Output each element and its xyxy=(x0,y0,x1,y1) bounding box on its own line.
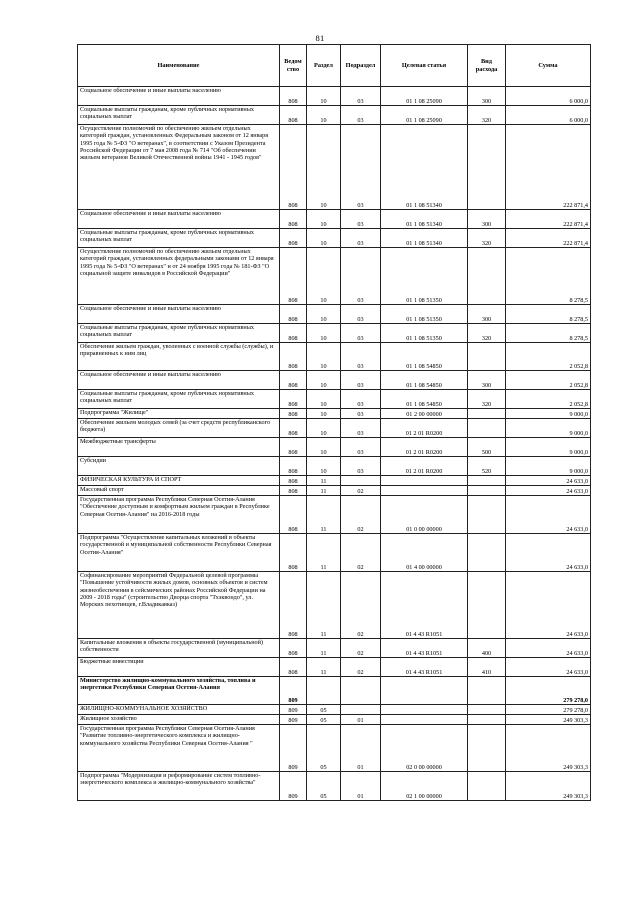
cell-sum: 222 871,4 xyxy=(506,125,591,210)
cell-razdel: 10 xyxy=(307,125,341,210)
table-row xyxy=(78,725,591,772)
cell-tsel: 01 2 01 R0200 xyxy=(381,438,468,457)
table-row xyxy=(78,715,591,725)
header-ved: Ведом ство xyxy=(280,45,307,87)
cell-ved: 808 xyxy=(280,639,307,658)
cell-vid: 320 xyxy=(468,390,506,409)
cell-podrazdel: 03 xyxy=(341,409,381,419)
cell-sum: 249 303,3 xyxy=(506,715,591,725)
cell-vid xyxy=(468,486,506,496)
cell-vid xyxy=(468,343,506,371)
cell-vid xyxy=(468,409,506,419)
table-row xyxy=(78,705,591,715)
cell-tsel: 01 1 08 54850 xyxy=(381,343,468,371)
cell-razdel: 10 xyxy=(307,87,341,106)
cell-podrazdel: 02 xyxy=(341,658,381,677)
cell-podrazdel: 03 xyxy=(341,324,381,343)
cell-ved: 808 xyxy=(280,343,307,371)
cell-name: Социальное обеспечение и иные выплаты населению xyxy=(78,87,280,106)
cell-razdel: 05 xyxy=(307,772,341,801)
cell-tsel: 01 4 00 00000 xyxy=(381,534,468,572)
cell-ved: 808 xyxy=(280,87,307,106)
cell-sum: 24 633,0 xyxy=(506,496,591,534)
cell-sum: 9 000,0 xyxy=(506,419,591,438)
cell-sum: 249 303,3 xyxy=(506,725,591,772)
cell-podrazdel: 03 xyxy=(341,305,381,324)
cell-vid: 320 xyxy=(468,229,506,248)
cell-ved: 808 xyxy=(280,324,307,343)
cell-name: Социальное обеспечение и иные выплаты населению xyxy=(78,371,280,390)
cell-ved: 808 xyxy=(280,534,307,572)
table-row xyxy=(78,496,591,534)
cell-tsel: 01 1 08 54850 xyxy=(381,390,468,409)
table-row xyxy=(78,457,591,476)
cell-tsel: 01 1 08 25090 xyxy=(381,87,468,106)
cell-vid xyxy=(468,476,506,486)
cell-podrazdel: 03 xyxy=(341,419,381,438)
cell-sum: 279 278,0 xyxy=(506,705,591,715)
cell-ved: 808 xyxy=(280,371,307,390)
header-name: Наименование xyxy=(78,45,280,87)
cell-tsel: 01 1 08 51340 xyxy=(381,125,468,210)
cell-name: Социальное обеспечение и иные выплаты населению xyxy=(78,305,280,324)
cell-razdel: 10 xyxy=(307,324,341,343)
table-row xyxy=(78,534,591,572)
cell-razdel xyxy=(307,677,341,705)
cell-podrazdel: 02 xyxy=(341,486,381,496)
header-vid: Вид расхода xyxy=(468,45,506,87)
cell-tsel: 01 1 08 51350 xyxy=(381,324,468,343)
cell-razdel: 11 xyxy=(307,534,341,572)
cell-ved: 808 xyxy=(280,438,307,457)
cell-podrazdel: 03 xyxy=(341,248,381,305)
cell-ved: 808 xyxy=(280,409,307,419)
cell-name: Подпрограмма "Жилище" xyxy=(78,409,280,419)
cell-tsel: 01 0 00 00000 xyxy=(381,496,468,534)
cell-name: Бюджетные инвестиции xyxy=(78,658,280,677)
cell-sum: 279 278,0 xyxy=(506,677,591,705)
cell-ved: 808 xyxy=(280,305,307,324)
cell-razdel: 11 xyxy=(307,496,341,534)
cell-sum: 2 052,8 xyxy=(506,371,591,390)
table-row xyxy=(78,125,591,210)
cell-vid xyxy=(468,248,506,305)
cell-razdel: 10 xyxy=(307,229,341,248)
cell-vid: 300 xyxy=(468,87,506,106)
cell-razdel: 10 xyxy=(307,457,341,476)
table-row xyxy=(78,419,591,438)
cell-sum: 24 633,0 xyxy=(506,658,591,677)
cell-podrazdel: 03 xyxy=(341,343,381,371)
cell-sum: 2 052,8 xyxy=(506,343,591,371)
page-number: 81 xyxy=(315,33,325,43)
cell-tsel: 01 1 08 51340 xyxy=(381,210,468,229)
cell-sum: 9 000,0 xyxy=(506,438,591,457)
cell-tsel: 02 1 00 00000 xyxy=(381,772,468,801)
cell-razdel: 10 xyxy=(307,210,341,229)
cell-podrazdel: 02 xyxy=(341,572,381,639)
cell-sum: 222 871,4 xyxy=(506,210,591,229)
cell-podrazdel: 01 xyxy=(341,772,381,801)
cell-podrazdel: 02 xyxy=(341,639,381,658)
cell-ved: 808 xyxy=(280,457,307,476)
cell-name: ФИЗИЧЕСКАЯ КУЛЬТУРА И СПОРТ xyxy=(78,476,280,486)
cell-vid xyxy=(468,725,506,772)
cell-tsel: 01 1 08 54850 xyxy=(381,371,468,390)
cell-name: ЖИЛИЩНО-КОММУНАЛЬНОЕ ХОЗЯЙСТВО xyxy=(78,705,280,715)
cell-sum: 24 633,0 xyxy=(506,639,591,658)
cell-ved: 808 xyxy=(280,390,307,409)
cell-name: Подпрограмма "Осуществление капитальных вложений в объекты государственной и муниципальной собственности Республики Северная Осетия-Алания" xyxy=(78,534,280,572)
cell-name: Социальные выплаты гражданам, кроме публичных нормативных социальных выплат xyxy=(78,390,280,409)
table-row xyxy=(78,106,591,125)
cell-name: Социальное обеспечение и иные выплаты населению xyxy=(78,210,280,229)
cell-ved: 808 xyxy=(280,229,307,248)
cell-ved: 808 xyxy=(280,476,307,486)
cell-name: Субсидии xyxy=(78,457,280,476)
cell-tsel xyxy=(381,705,468,715)
cell-vid: 410 xyxy=(468,658,506,677)
header-razdel: Раздел xyxy=(307,45,341,87)
cell-sum: 8 278,5 xyxy=(506,324,591,343)
cell-sum: 249 303,3 xyxy=(506,772,591,801)
cell-vid xyxy=(468,677,506,705)
cell-ved: 809 xyxy=(280,705,307,715)
table-row xyxy=(78,772,591,801)
cell-name: Обеспечение жильем граждан, уволенных с военной службы (службы), и приравненных к ним лиц xyxy=(78,343,280,371)
table-row xyxy=(78,486,591,496)
header-tsel: Целевая статья xyxy=(381,45,468,87)
cell-ved: 808 xyxy=(280,419,307,438)
table-row xyxy=(78,371,591,390)
cell-podrazdel: 03 xyxy=(341,87,381,106)
cell-razdel: 05 xyxy=(307,705,341,715)
cell-tsel xyxy=(381,677,468,705)
cell-tsel: 01 2 00 00000 xyxy=(381,409,468,419)
cell-ved: 808 xyxy=(280,210,307,229)
cell-tsel: 01 4 43 R1051 xyxy=(381,639,468,658)
table-row xyxy=(78,248,591,305)
table-header-row xyxy=(78,45,591,87)
table-row xyxy=(78,324,591,343)
table-row xyxy=(78,305,591,324)
cell-podrazdel: 01 xyxy=(341,725,381,772)
table-row xyxy=(78,210,591,229)
cell-sum: 8 278,5 xyxy=(506,305,591,324)
cell-podrazdel: 02 xyxy=(341,496,381,534)
cell-name: Массовый спорт xyxy=(78,486,280,496)
cell-ved: 809 xyxy=(280,715,307,725)
cell-podrazdel: 03 xyxy=(341,210,381,229)
cell-razdel: 05 xyxy=(307,715,341,725)
cell-razdel: 05 xyxy=(307,725,341,772)
cell-vid xyxy=(468,496,506,534)
cell-vid xyxy=(468,419,506,438)
cell-sum: 24 633,0 xyxy=(506,476,591,486)
cell-razdel: 10 xyxy=(307,390,341,409)
cell-podrazdel: 03 xyxy=(341,125,381,210)
header-podrazdel: Подраздел xyxy=(341,45,381,87)
cell-tsel xyxy=(381,476,468,486)
cell-name: Социальные выплаты гражданам, кроме публичных нормативных социальных выплат xyxy=(78,106,280,125)
table-row xyxy=(78,229,591,248)
cell-razdel: 10 xyxy=(307,305,341,324)
cell-razdel: 10 xyxy=(307,343,341,371)
cell-name: Межбюджетные трансферты xyxy=(78,438,280,457)
cell-podrazdel xyxy=(341,705,381,715)
cell-ved: 809 xyxy=(280,725,307,772)
cell-sum: 9 000,0 xyxy=(506,457,591,476)
table-row xyxy=(78,409,591,419)
cell-name: Софинансирование мероприятий Федеральной целевой программы "Повышение устойчивости жилых домов, основных объектов и систем жизнеобеспечения в сейсмических районах Российской Федерации на 2009 - 2018 годы" (строительство Дворца спорта "Тхэквондо", ул. Морских пехотинцев, г.Владикавказ) xyxy=(78,572,280,639)
cell-sum: 9 000,0 xyxy=(506,409,591,419)
cell-razdel: 10 xyxy=(307,438,341,457)
cell-ved: 808 xyxy=(280,496,307,534)
cell-vid: 300 xyxy=(468,305,506,324)
cell-name: Осуществление полномочий по обеспечению жильем отдельных категорий граждан, установленных федеральными законами от 12 января 1995 года № 5-ФЗ "О ветеранах" и от 24 ноября 1995 года № 181-ФЗ "О социальной защите инвалидов в Российской Федерации" xyxy=(78,248,280,305)
cell-name: Капитальные вложения в объекты государственной (муниципальной) собственности xyxy=(78,639,280,658)
cell-vid xyxy=(468,715,506,725)
cell-sum: 8 278,5 xyxy=(506,248,591,305)
cell-ved: 809 xyxy=(280,677,307,705)
table-row xyxy=(78,343,591,371)
cell-sum: 6 000,0 xyxy=(506,106,591,125)
cell-name: Государственная программа Республики Северная Осетия-Алания "Обеспечение доступным и комфортным жильем граждан в Республике Северная Осетия-Алания" на 2016-2018 годы xyxy=(78,496,280,534)
cell-ved: 808 xyxy=(280,486,307,496)
cell-razdel: 10 xyxy=(307,419,341,438)
cell-tsel: 01 2 01 R0200 xyxy=(381,457,468,476)
cell-razdel: 11 xyxy=(307,476,341,486)
table-row xyxy=(78,476,591,486)
cell-name: Социальные выплаты гражданам, кроме публичных нормативных социальных выплат xyxy=(78,229,280,248)
cell-vid xyxy=(468,772,506,801)
cell-tsel: 01 2 01 R0200 xyxy=(381,419,468,438)
cell-name: Государственная программа Республики Северная Осетия-Алания "Развитие топливно-энергетического комплекса и жилищно-коммунального хозяйства Республики Северная Осетия-Алания " xyxy=(78,725,280,772)
cell-ved: 808 xyxy=(280,106,307,125)
cell-vid xyxy=(468,572,506,639)
table-row xyxy=(78,438,591,457)
cell-ved: 808 xyxy=(280,572,307,639)
cell-tsel: 01 1 08 25090 xyxy=(381,106,468,125)
cell-vid: 320 xyxy=(468,106,506,125)
cell-podrazdel: 01 xyxy=(341,715,381,725)
cell-name: Министерство жилищно-коммунального хозяйства, топлива и энергетики Республики Северная Осетия-Алания xyxy=(78,677,280,705)
cell-razdel: 11 xyxy=(307,572,341,639)
cell-razdel: 11 xyxy=(307,658,341,677)
cell-name: Осуществление полномочий по обеспечению жильем отдельных категорий граждан, установленных Федеральным законом от 12 января 1995 года № 5-ФЗ "О ветеранах", в соответствии с Указом Президента Российской Федерации от 7 мая 2008 года № 714 "Об обеспечении жильем ветеранов Великой Отечественной войны 1941 - 1945 годов" xyxy=(78,125,280,210)
cell-tsel: 01 1 08 51340 xyxy=(381,229,468,248)
cell-ved: 809 xyxy=(280,772,307,801)
table-row xyxy=(78,639,591,658)
cell-sum: 24 633,0 xyxy=(506,534,591,572)
cell-vid xyxy=(468,534,506,572)
cell-vid: 300 xyxy=(468,371,506,390)
cell-tsel xyxy=(381,486,468,496)
table-row xyxy=(78,87,591,106)
table-row xyxy=(78,677,591,705)
cell-vid xyxy=(468,125,506,210)
cell-podrazdel: 03 xyxy=(341,106,381,125)
cell-razdel: 11 xyxy=(307,486,341,496)
cell-sum: 222 871,4 xyxy=(506,229,591,248)
cell-tsel xyxy=(381,715,468,725)
cell-vid: 300 xyxy=(468,210,506,229)
cell-podrazdel xyxy=(341,476,381,486)
table-row xyxy=(78,572,591,639)
cell-name: Жилищное хозяйство xyxy=(78,715,280,725)
cell-vid: 500 xyxy=(468,438,506,457)
cell-tsel: 01 4 43 R1051 xyxy=(381,658,468,677)
cell-podrazdel: 03 xyxy=(341,390,381,409)
table-row xyxy=(78,390,591,409)
header-sum: Сумма xyxy=(506,45,591,87)
cell-ved: 808 xyxy=(280,125,307,210)
cell-name: Подпрограмма "Модернизация и реформирование систем топливно-энергетического комплекса и жилищно-коммунального хозяйства" xyxy=(78,772,280,801)
cell-podrazdel: 02 xyxy=(341,534,381,572)
cell-podrazdel: 03 xyxy=(341,371,381,390)
cell-name: Социальные выплаты гражданам, кроме публичных нормативных социальных выплат xyxy=(78,324,280,343)
cell-vid: 400 xyxy=(468,639,506,658)
cell-ved: 808 xyxy=(280,248,307,305)
cell-vid xyxy=(468,705,506,715)
cell-vid: 320 xyxy=(468,324,506,343)
cell-podrazdel xyxy=(341,677,381,705)
cell-sum: 24 633,0 xyxy=(506,486,591,496)
cell-podrazdel: 03 xyxy=(341,438,381,457)
cell-razdel: 10 xyxy=(307,248,341,305)
budget-table xyxy=(77,44,591,801)
cell-tsel: 02 0 00 00000 xyxy=(381,725,468,772)
cell-ved: 808 xyxy=(280,658,307,677)
cell-podrazdel: 03 xyxy=(341,457,381,476)
cell-razdel: 10 xyxy=(307,371,341,390)
cell-razdel: 10 xyxy=(307,409,341,419)
cell-razdel: 10 xyxy=(307,106,341,125)
cell-sum: 24 633,0 xyxy=(506,572,591,639)
cell-sum: 6 000,0 xyxy=(506,87,591,106)
cell-vid: 520 xyxy=(468,457,506,476)
cell-tsel: 01 1 08 51350 xyxy=(381,305,468,324)
cell-razdel: 11 xyxy=(307,639,341,658)
cell-tsel: 01 1 08 51350 xyxy=(381,248,468,305)
table-row xyxy=(78,658,591,677)
cell-sum: 2 052,8 xyxy=(506,390,591,409)
cell-tsel: 01 4 43 R1051 xyxy=(381,572,468,639)
cell-name: Обеспечение жильем молодых семей (за счет средств республиканского бюджета) xyxy=(78,419,280,438)
cell-podrazdel: 03 xyxy=(341,229,381,248)
